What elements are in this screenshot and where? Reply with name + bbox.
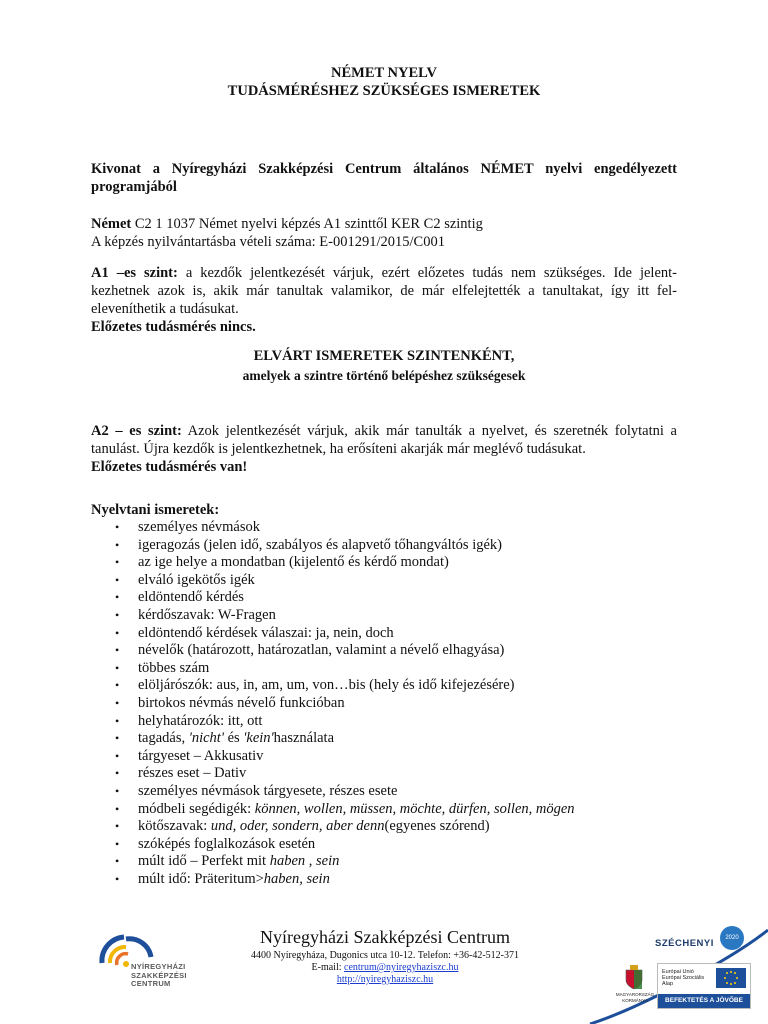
list-item (91, 642, 691, 660)
list-item (91, 871, 691, 889)
logo-line-2: SZAKKÉPZÉSI (131, 970, 187, 980)
bullet-icon: • (115, 590, 120, 605)
list-item-text: személyes névmások (138, 519, 261, 535)
section-subtitle: amelyek a szintre történő belépéshez szükségesek (242, 368, 526, 383)
list-item (91, 818, 691, 836)
list-item-text: személyes névmások tárgyesete, részes esete (138, 782, 398, 799)
list-item (91, 853, 691, 871)
gov-line-2: KORMÁNYA (622, 998, 648, 1003)
list-item-text: elöljárószók: aus, in, am, um, von…bis (hely és idő kifejezésére) (138, 677, 515, 694)
bullet-icon: • (115, 748, 120, 763)
list-item (91, 625, 691, 643)
list-item-text: többes szám (138, 659, 210, 676)
grammar-list (91, 519, 691, 888)
list-item (91, 554, 691, 572)
level-a1-text: a kezdők jelentkezését várjuk, ezért előzetes tudás nem szükséges. Ide jelent-kezhetnek azok is, akik már tanultak valamikor, de már elfelejtették a tanultakat, így itt fel-eleveníthetik a tudásukat. (91, 265, 678, 317)
list-item-ital: haben , sein (269, 853, 340, 870)
gov-text (614, 992, 656, 1004)
list-item (91, 765, 691, 783)
list-item-pre: módbeli segédigék: (138, 800, 255, 817)
footer-website-line (220, 974, 550, 986)
eu-logo-box (657, 963, 751, 1009)
bullet-icon: • (115, 783, 120, 798)
szechenyi-badge-icon: 2020 (720, 926, 744, 950)
level-a1-note: Előzetes tudásmérés nincs. (91, 319, 256, 335)
coat-of-arms-icon (624, 964, 644, 990)
bullet-icon: • (115, 555, 120, 570)
registration-line: A képzés nyilvántartásba vételi száma: E-001291/2015/C001 (91, 234, 445, 250)
bullet-icon: • (115, 643, 120, 658)
bullet-icon: • (115, 871, 120, 886)
program-line (91, 215, 677, 233)
intro-program (91, 215, 677, 251)
list-item (91, 660, 691, 678)
level-a1 (91, 264, 677, 336)
list-item-post: használata (273, 730, 335, 747)
szechenyi-label: SZÉCHENYI (655, 938, 714, 949)
list-item-ital2: 'kein' (243, 730, 274, 747)
level-a2-label: A2 – es szint: (91, 423, 182, 439)
list-item (91, 801, 691, 819)
bullet-icon: • (115, 625, 120, 640)
list-item-text: az ige helye a mondatban (kijelentő és kérdő mondat) (138, 554, 449, 571)
list-item (91, 537, 691, 555)
list-item-ital: können, wollen, müssen, möchte, dürfen, sollen, mögen (254, 800, 575, 817)
level-a1-paragraph (91, 264, 677, 318)
list-item-mid: és (223, 730, 244, 747)
bullet-icon: • (115, 537, 120, 552)
list-item-text: eldöntendő kérdés (138, 589, 244, 606)
list-item-post: (egyenes szórend) (384, 818, 490, 835)
eu-line-3: Alap (662, 981, 674, 987)
list-item-ital: haben, sein (263, 870, 330, 887)
level-a2-text: Azok jelentkezését várjuk, akik már tanulták a nyelvet, és szeretnék folytatni a tanulást. Újra kezdők is jelentkezhetnek, ha erősíteni akarják már meglévő tudásukat. (91, 423, 677, 457)
gov-line-1: MAGYARORSZÁG (615, 992, 655, 997)
list-item (91, 836, 691, 854)
list-item-text: helyhatározók: itt, ott (138, 712, 263, 729)
level-a1-label: A1 –es szint: (91, 265, 178, 281)
logo-line-3: CENTRUM (131, 979, 171, 988)
list-item-text: igeragozás (jelen idő, szabályos és alapvető tőhangváltós igék) (138, 536, 502, 553)
grammar-heading: Nyelvtani ismeretek: (91, 502, 220, 518)
bullet-icon: • (115, 660, 120, 675)
list-item (91, 783, 691, 801)
befektetes-banner: BEFEKTETÉS A JÖVŐBE (658, 994, 750, 1008)
list-item-pre: tagadás, (138, 730, 189, 747)
footer-email-label: E-mail: (311, 962, 345, 973)
list-item (91, 607, 691, 625)
logo-line-1: NYÍREGYHÁZI (131, 962, 186, 971)
list-item-text: elváló igekötős igék (138, 571, 255, 588)
list-item-pre: múlt idő: Präteritum> (138, 870, 264, 887)
footer-address: 4400 Nyíregyháza, Dugonics utca 10-12. Telefon: +36-42-512-371 (250, 950, 520, 961)
bullet-icon: • (115, 678, 120, 693)
list-item (91, 713, 691, 731)
eu-flag-icon (716, 968, 746, 988)
program-label: Német (91, 216, 132, 232)
list-item-text: kérdőszavak: W-Fragen (138, 606, 276, 623)
bullet-icon: • (115, 520, 120, 534)
list-item (91, 748, 691, 766)
list-item-text: tárgyeset – Akkusativ (138, 747, 264, 764)
bullet-icon: • (115, 766, 120, 781)
page-subtitle: TUDÁSMÉRÉSHEZ SZÜKSÉGES ISMERETEK (227, 83, 541, 99)
eu-line-2: Európai Szociális (662, 975, 705, 981)
list-item-text: eldöntendő kérdések válaszai: ja, nein, doch (138, 624, 394, 641)
list-item-pre: kötőszavak: (138, 818, 211, 835)
footer-email-link[interactable]: centrum@nyiregyhaziszc.hu (344, 962, 459, 973)
list-item-pre: múlt idő – Perfekt mit (138, 853, 270, 870)
page-title: NÉMET NYELV (331, 65, 437, 81)
footer-website-link[interactable]: http://nyiregyhaziszc.hu (336, 974, 434, 985)
list-item-text: névelők (határozott, határozatlan, valamint a névelő elhagyása) (138, 642, 505, 659)
level-a2 (91, 422, 677, 476)
list-item-text: birtokos névmás névelő funkcióban (138, 694, 345, 711)
program-text: C2 1 1037 Német nyelvi képzés A1 szinttől KER C2 szintig (131, 216, 483, 232)
bullet-icon: • (115, 836, 120, 851)
szc-logo (96, 933, 216, 993)
bullet-icon: • (115, 695, 120, 710)
intro-kivonat: Kivonat a Nyíregyházi Szakképzési Centrum általános NÉMET nyelvi engedélyezett programjából (91, 161, 677, 195)
list-item-ital: und, oder, sondern, aber denn (210, 818, 385, 835)
szc-logo-text (131, 963, 187, 989)
eu-text (662, 969, 704, 987)
level-a2-note: Előzetes tudásmérés van! (91, 459, 248, 475)
list-item (91, 677, 691, 695)
bullet-icon: • (115, 572, 120, 587)
list-item-ital: 'nicht' (188, 730, 224, 747)
list-item (91, 695, 691, 713)
bullet-icon: • (115, 819, 120, 834)
list-item (91, 572, 691, 590)
list-item (91, 519, 691, 537)
list-item (91, 589, 691, 607)
eu-line-1: Európai Unió (662, 969, 694, 975)
list-item (91, 730, 691, 748)
bullet-icon: • (115, 854, 120, 869)
list-item-text: részes eset – Dativ (138, 765, 247, 782)
hungarian-coat-of-arms-icon (615, 964, 655, 1008)
bullet-icon: • (115, 801, 120, 816)
section-title: ELVÁRT ISMERETEK SZINTENKÉNT, (253, 348, 515, 364)
footer-org-name: Nyíregyházi Szakképzési Centrum (260, 927, 510, 947)
bullet-icon: • (115, 607, 120, 622)
level-a2-paragraph (91, 422, 677, 458)
footer-email-line (220, 962, 550, 974)
bullet-icon: • (115, 713, 120, 728)
list-item-text: szóképés foglalkozások esetén (138, 835, 316, 852)
bullet-icon: • (115, 731, 120, 746)
